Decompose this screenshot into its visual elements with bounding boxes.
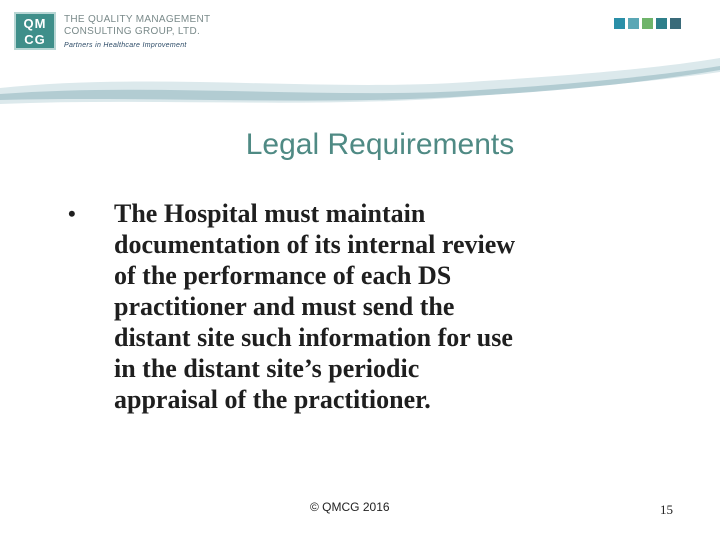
accent-square <box>614 18 625 29</box>
company-name-line-1: THE QUALITY MANAGEMENT <box>64 14 211 25</box>
footer-copyright: © QMCG 2016 <box>310 500 390 514</box>
bullet-text <box>114 198 714 415</box>
accent-square <box>670 18 681 29</box>
page-number: 15 <box>660 502 673 517</box>
bullet-line: distant site such information for use <box>114 323 513 352</box>
bullet-line: appraisal of the practitioner. <box>114 385 431 414</box>
bullet-line: practitioner and must send the <box>114 292 455 321</box>
bullet-line: of the performance of each DS <box>114 261 452 290</box>
slide-title-text: Legal Requirements <box>245 128 515 161</box>
accent-squares <box>614 18 681 29</box>
slide-title <box>0 128 720 162</box>
accent-square <box>656 18 667 29</box>
accent-square <box>628 18 639 29</box>
bullet-line: The Hospital must maintain <box>114 199 426 228</box>
company-name-line-2: CONSULTING GROUP, LTD. <box>64 26 201 37</box>
accent-square <box>642 18 653 29</box>
logo-line-2: CG <box>24 32 46 47</box>
logo-line-1: QM <box>23 16 47 31</box>
company-name <box>64 14 210 52</box>
company-tagline: Partners in Healthcare Improvement <box>64 42 187 49</box>
bullet-line: in the distant site’s periodic <box>114 354 420 383</box>
slide-header <box>0 0 720 120</box>
bullet-line: documentation of its internal review <box>114 230 516 259</box>
company-logo <box>14 12 56 50</box>
bullet-marker: • <box>68 201 76 226</box>
